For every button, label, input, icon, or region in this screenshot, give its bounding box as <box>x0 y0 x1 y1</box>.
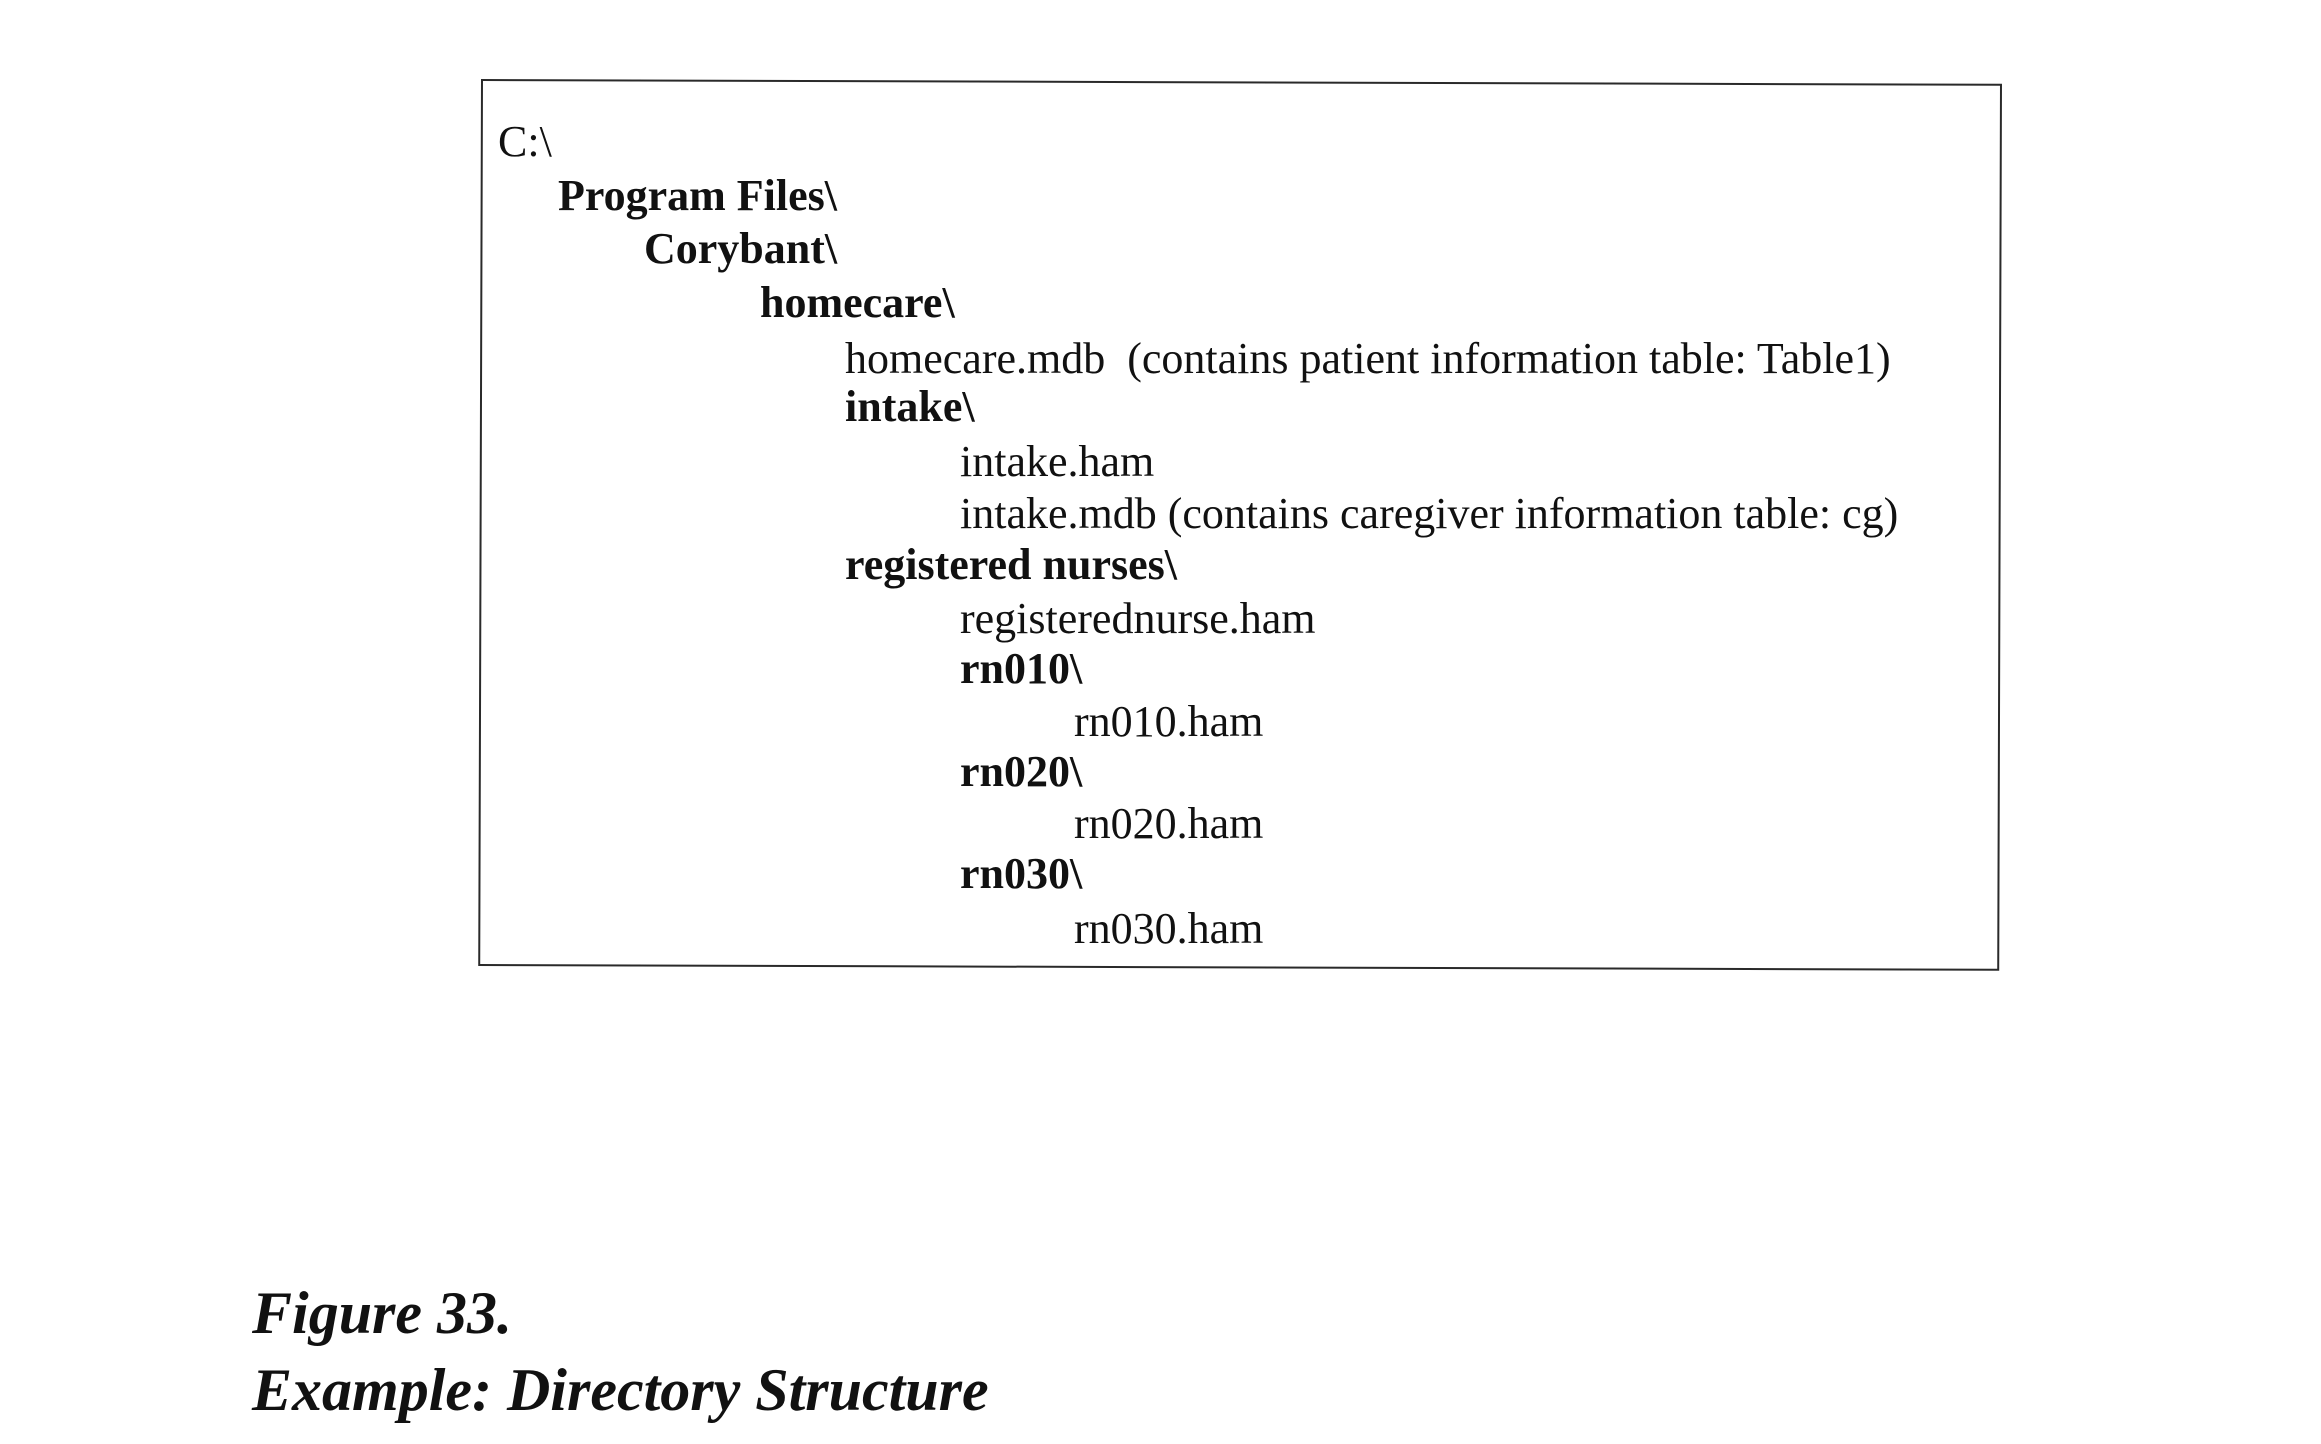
tree-line-file: intake.ham <box>960 437 1155 486</box>
tree-line-file: homecare.mdb (contains patient information table: Table1) <box>845 334 1891 383</box>
tree-line-folder: rn030\ <box>960 849 1083 898</box>
tree-line-file: rn030.ham <box>1074 904 1264 953</box>
tree-line-folder: Corybant\ <box>644 224 838 273</box>
tree-line-file: registerednurse.ham <box>960 594 1316 643</box>
tree-line-drive: C:\ <box>498 117 552 166</box>
tree-line-folder: Program Files\ <box>558 171 837 220</box>
tree-line-folder: rn020\ <box>960 747 1083 796</box>
tree-line-folder: intake\ <box>845 382 975 431</box>
tree-line-file: rn020.ham <box>1074 799 1264 848</box>
tree-line-file: intake.mdb (contains caregiver information table: cg) <box>960 489 1899 538</box>
figure-title: Example: Directory Structure <box>252 1357 989 1423</box>
tree-line-folder: homecare\ <box>760 278 955 327</box>
tree-line-file: rn010.ham <box>1074 697 1264 746</box>
tree-line-folder: registered nurses\ <box>845 540 1177 589</box>
tree-line-folder: rn010\ <box>960 644 1083 693</box>
figure-number: Figure 33. <box>252 1280 513 1346</box>
